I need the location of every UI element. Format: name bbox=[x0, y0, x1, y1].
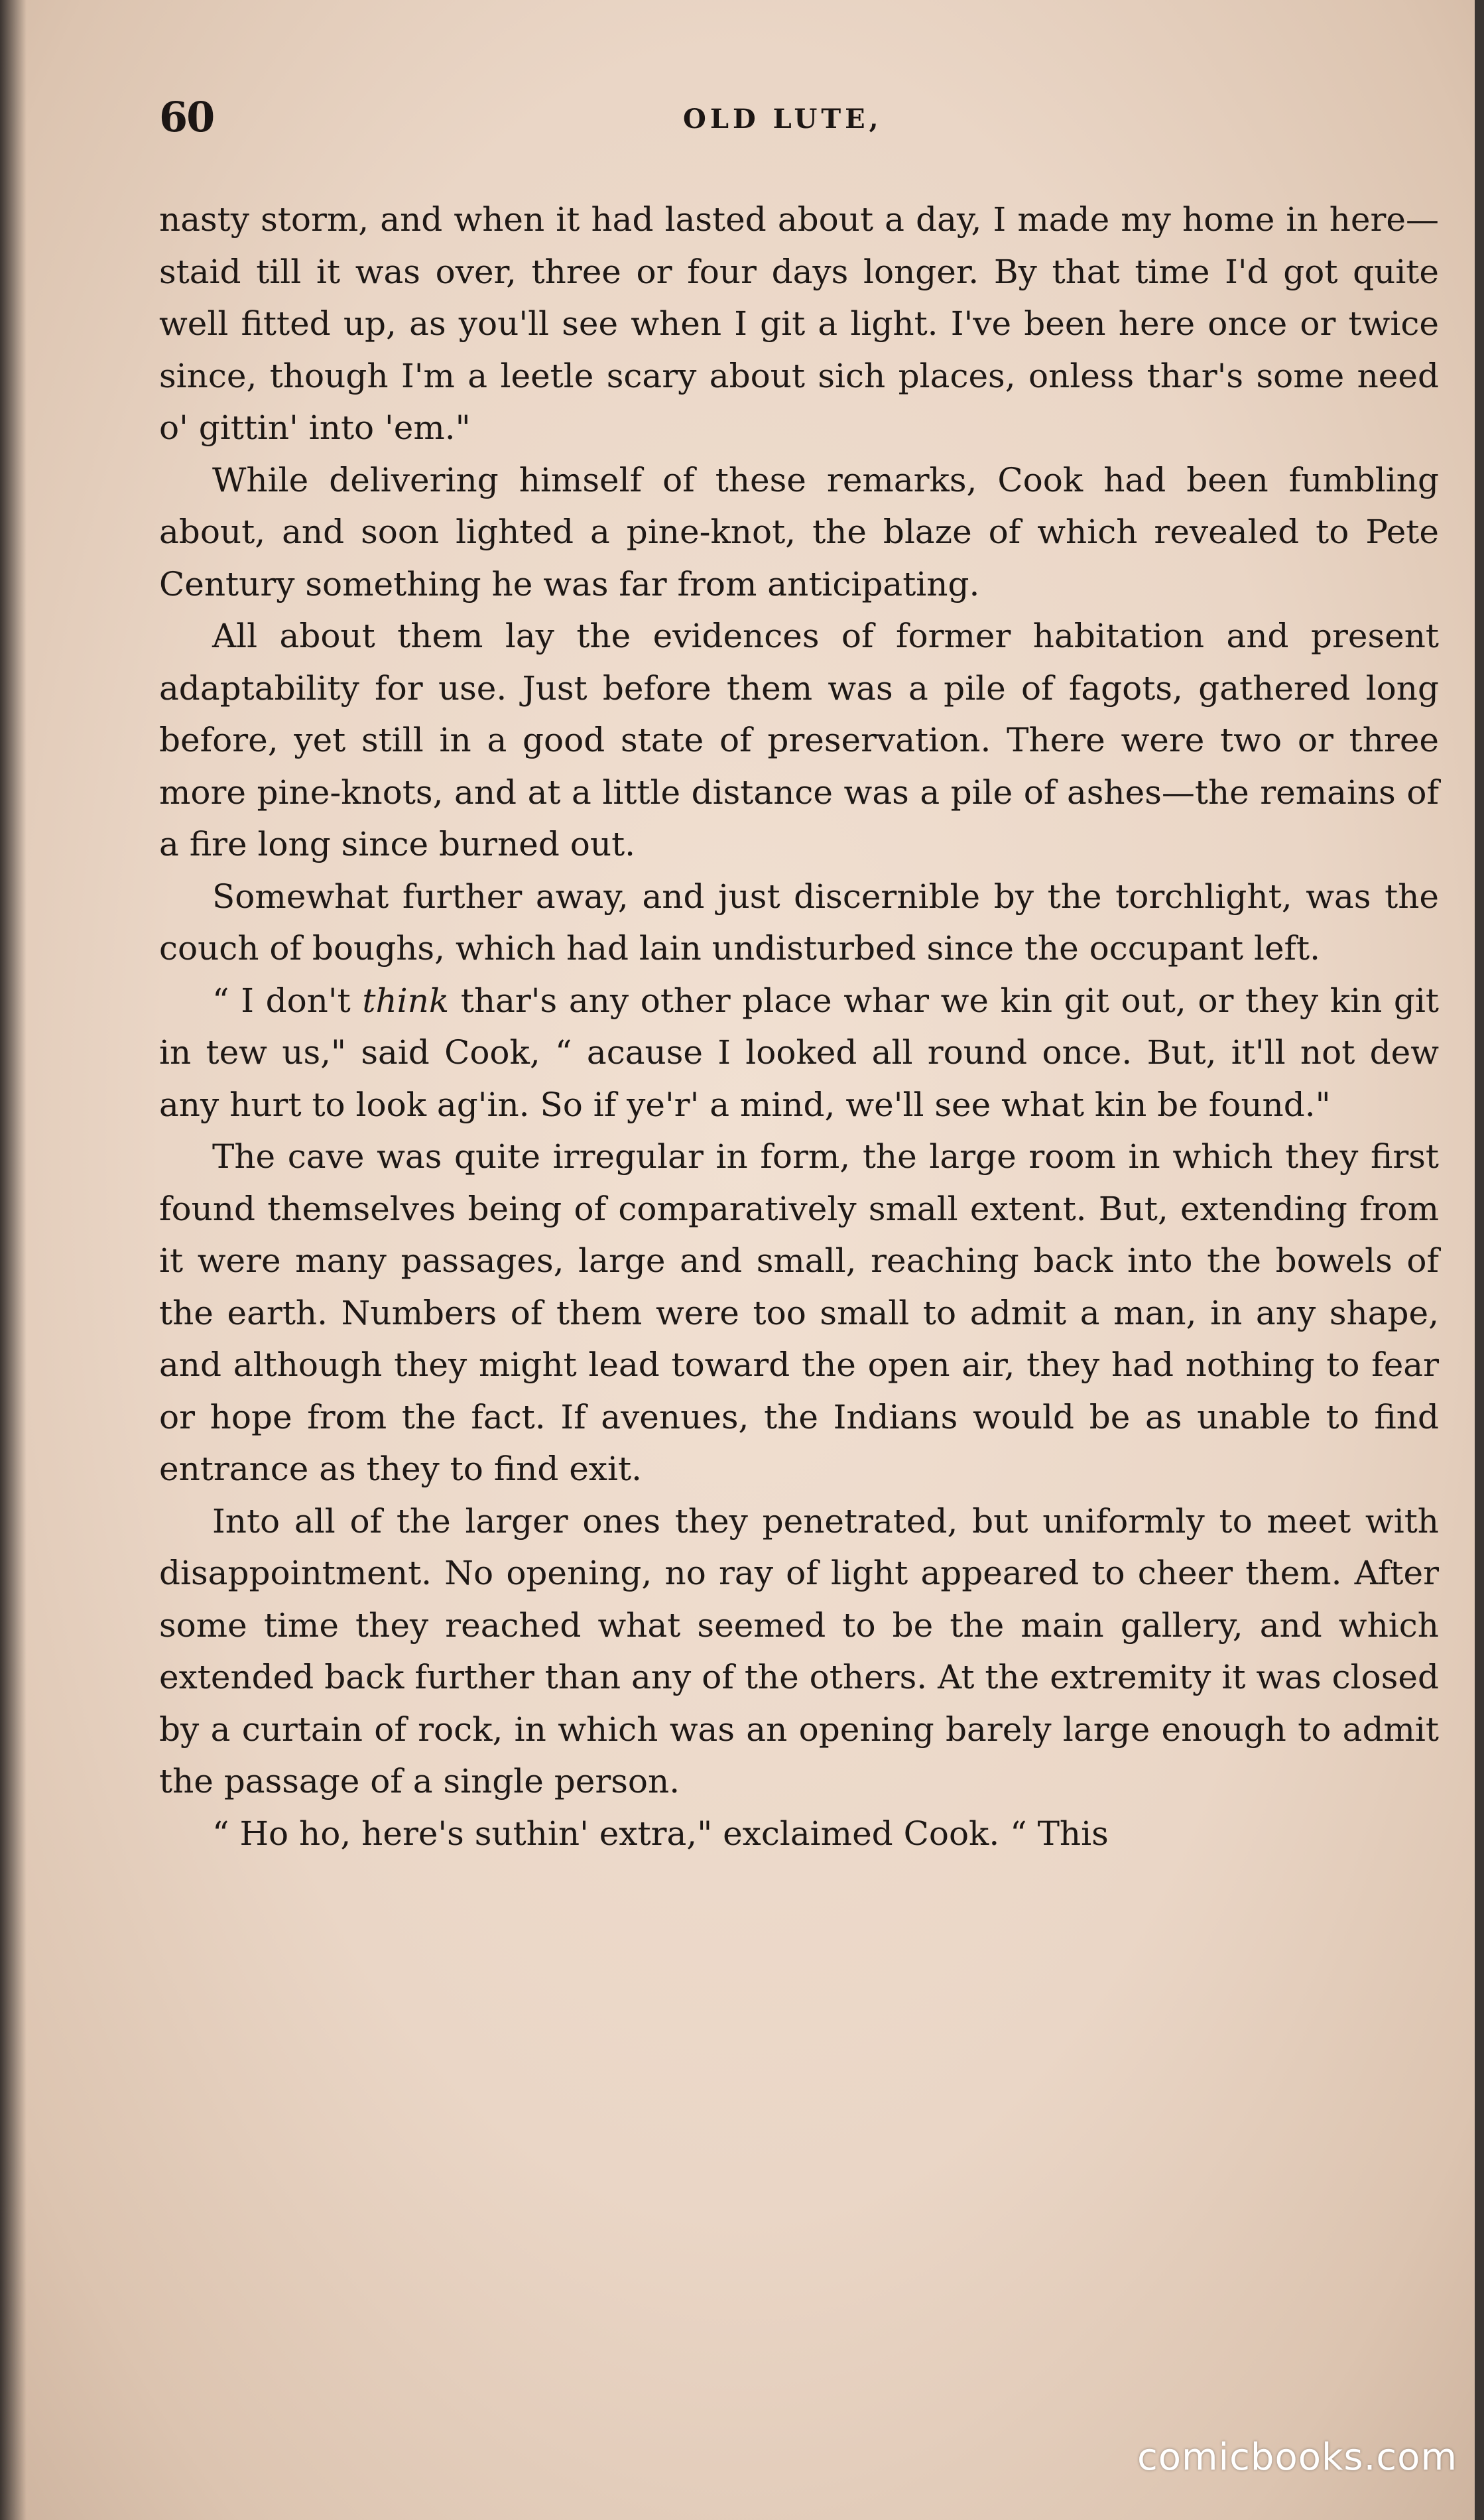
paragraph-6: The cave was quite irregular in form, the large room in which they first found themselves being of comparatively small extent. But, extending from it were many passages, large and small, reaching back into the bowels of the earth. Numbers of them were too small to admit a man, in any shape, and although they might lead toward the open air, they had nothing to fear or hope from the fact. If avenues, the Indians would be as unable to find entrance as they to find exit. bbox=[159, 1137, 1439, 1488]
paragraph-5-before: “ I don't bbox=[212, 981, 363, 1020]
paragraph-3: All about them lay the evidences of former habitation and present adaptability for use. Just before them was a pile of fagots, gathered long before, yet still in a good state of preservation. There were two or three more pine-knots, and at a little distance was a pile of ashes—the remains of a fire long since burned out. bbox=[159, 617, 1439, 863]
paragraph-2: While delivering himself of these remarks, Cook had been fumbling about, and soon lighted a pine-knot, the blaze of which revealed to Pete Century something he was far from anticipating. bbox=[159, 460, 1439, 603]
watermark: comicbooks.com bbox=[1137, 2436, 1457, 2479]
paragraph-4: Somewhat further away, and just discernible by the torchlight, was the couch of boughs, which had lain undisturbed since the occupant left. bbox=[159, 877, 1439, 968]
paragraph-5-after: thar's any other place whar we kin git out, or they kin git in tew us," said Cook, “ acause I looked all round once. But, it'll not dew any hurt to look ag'in. So if ye'r' a mind, we'll see what kin be found." bbox=[159, 981, 1439, 1124]
page-number: 60 bbox=[159, 93, 214, 141]
body-text bbox=[159, 194, 1439, 1859]
running-head: OLD LUTE, bbox=[683, 103, 883, 135]
paragraph-7: Into all of the larger ones they penetrated, but uniformly to meet with disappointment. No opening, no ray of light appeared to cheer them. After some time they reached what seemed to be the main gallery, and which extended back further than any of the others. At the extremity it was closed by a curtain of rock, in which was an opening barely large enough to admit the passage of a single person. bbox=[159, 1501, 1439, 1800]
paragraph-5-emphasis: think bbox=[362, 981, 450, 1020]
paragraph-5 bbox=[159, 975, 1439, 1131]
paragraph-1: nasty storm, and when it had lasted about a day, I made my home in here—staid till it was over, three or four days longer. By that time I'd got quite well fitted up, as you'll see when I git a light. I've been here once or twice since, though I'm a leetle scary about sich places, onless thar's some need o' gittin' into 'em." bbox=[159, 200, 1439, 447]
page-header bbox=[159, 93, 1439, 146]
page-shadow-left bbox=[0, 0, 27, 2520]
paragraph-8: “ Ho ho, here's suthin' extra," exclaimed Cook. “ This bbox=[212, 1814, 1109, 1853]
page-edge-right bbox=[1475, 0, 1484, 2520]
